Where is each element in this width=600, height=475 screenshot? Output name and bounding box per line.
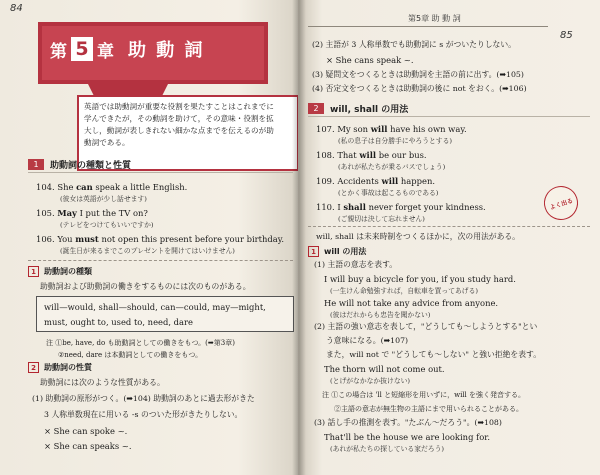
example-sentence: That'll be the house we are looking for. — [324, 432, 490, 442]
example-sentence: 109. Accidents will happen. — [316, 176, 436, 186]
section-heading — [308, 102, 408, 115]
example-sentence: 108. That will be our bus. — [316, 150, 427, 160]
example-gloss: (彼はだれからも忠告を聞かない) — [330, 311, 431, 319]
note-line: 注 ①be, have, do も助動詞としての働きをもつ。(➡第3章) — [46, 339, 235, 347]
wrong-example: × She can speaks ~. — [44, 441, 132, 451]
example-gloss: (とげがなかなか抜けない) — [330, 377, 411, 385]
example-sentence: 105. May I put the TV on? — [36, 208, 148, 218]
wrong-example: × She cans speak ~. — [326, 55, 414, 65]
body-text: (1) 主語の意志を表す。 — [314, 260, 398, 269]
right-page — [298, 0, 600, 475]
dashed-divider — [308, 226, 590, 227]
body-text: (3) 話し手の推測を表す。"たぶん～だろう"。(➡108) — [314, 418, 502, 427]
subsection-title: 助動詞の種類 — [44, 266, 92, 276]
intro-line: 大し，動詞が表しきれない細かな点までを伝えるのが助 — [84, 126, 274, 135]
frequent-stamp — [540, 182, 583, 225]
example-gloss: (私の息子は自分勝手にやろうとする) — [338, 137, 453, 145]
body-text: 3 人称単数現在に用いる -s のついた形がきたりしない。 — [44, 410, 243, 419]
section-number: 2 — [308, 103, 324, 114]
auxiliary-list-box — [36, 296, 294, 332]
body-text: (1) 助動詞の原形がつく。(➡104) 助動詞のあとに過去形がきた — [32, 394, 255, 403]
body-text: う意味になる。(➡107) — [326, 336, 409, 345]
example-gloss: (誕生日が来るまでこのプレゼントを開けてはいけません) — [60, 247, 235, 255]
chapter-label: 第 — [50, 41, 67, 62]
intro-line: 動詞である。 — [84, 138, 130, 147]
body-text: (2) 主語が 3 人称単数でも助動詞に s がついたりしない。 — [312, 40, 516, 49]
running-header: 第5章 助 動 詞 — [408, 14, 461, 23]
page-number: 84 — [10, 3, 23, 14]
body-text: また，will not で "どうしても～しない" と強い拒絶を表す。 — [326, 350, 541, 359]
subsection-heading — [28, 266, 92, 277]
example-sentence: 106. You must not open this present before your birthday. — [36, 234, 285, 244]
example-sentence: 110. I shall never forget your kindness. — [316, 202, 486, 212]
left-page — [0, 0, 298, 475]
example-sentence: The thorn will not come out. — [324, 364, 445, 374]
body-text: (2) 主語の強い意志を表して，"どうしても～しようとする"とい — [314, 322, 538, 331]
example-sentence: I will buy a bicycle for you, if you study hard. — [324, 274, 516, 284]
subsection-heading — [28, 362, 92, 373]
box-line: must, ought to, used to, need, dare — [44, 317, 193, 327]
note-line: ②need, dare は本動詞としての働きをもつ。 — [58, 351, 203, 359]
section-title: will, shall の用法 — [330, 105, 409, 115]
example-gloss: (あれが私たちの探している家だろう) — [330, 445, 445, 453]
divider — [308, 116, 590, 117]
header-rule — [308, 26, 548, 27]
page-number: 85 — [560, 30, 573, 41]
section-title: 助動詞の種類と性質 — [50, 161, 132, 171]
example-sentence: 104. She can speak a little English. — [36, 182, 188, 192]
example-sentence: He will not take any advice from anyone. — [324, 298, 499, 308]
body-text: 助動詞および助動詞の働きをするものには次のものがある。 — [40, 282, 251, 291]
note-line: ②主語の意志が無生物の主語にまで用いられることがある。 — [334, 405, 523, 413]
subsection-title: will の用法 — [324, 246, 367, 256]
example-gloss: (彼女は英語が少し話せます) — [60, 195, 147, 203]
chapter-number: 5 — [71, 37, 93, 61]
subsection-number: 2 — [28, 362, 39, 373]
chapter-intro — [84, 101, 294, 149]
section-heading — [28, 158, 131, 171]
dashed-divider — [28, 260, 293, 261]
example-gloss: (テレビをつけてもいいですか) — [60, 221, 154, 229]
divider — [28, 172, 293, 173]
chapter-unit: 章 — [97, 41, 114, 62]
chapter-heading — [50, 36, 205, 62]
subsection-number: 1 — [28, 266, 39, 277]
example-gloss: (とかく事故は起こるものである) — [338, 189, 439, 197]
body-text: (4) 否定文をつくるときは助動詞の後に not をおく。(➡106) — [312, 84, 527, 93]
note-line: 注 ①この場合は 'll と短縮形を用いずに，will を強く発音する。 — [322, 391, 526, 399]
example-gloss: (あれが私たちが乗るバスでしょう) — [338, 163, 446, 171]
subsection-number: 1 — [308, 246, 319, 257]
body-text: (3) 疑問文をつくるときは助動詞を主語の前に出す。(➡105) — [312, 70, 524, 79]
example-sentence: 107. My son will have his own way. — [316, 124, 467, 134]
intro-line: 英語では助動詞が重要な役割を果たすことはこれまでに — [84, 102, 274, 111]
intro-line: 学んできたが，その動詞を助けて，その意味・役割を拡 — [84, 114, 274, 123]
subsection-heading — [308, 246, 366, 257]
body-text: 助動詞には次のような性質がある。 — [40, 378, 165, 387]
example-gloss: (一生けん命勉強すれば，自転車を買ってあげる) — [330, 287, 479, 295]
box-line: will—would, shall—should, can—could, may—might, — [44, 302, 266, 312]
section-number: 1 — [28, 159, 44, 170]
chapter-title: 助 動 詞 — [128, 40, 205, 61]
stamp-label: よく出る — [548, 196, 574, 211]
wrong-example: × She can spoke ~. — [44, 426, 128, 436]
book-gutter — [292, 0, 306, 475]
example-gloss: (ご親切は決して忘れません) — [338, 215, 425, 223]
body-text: will, shall は未来時制をつくるほかに，次の用法がある。 — [316, 232, 520, 241]
subsection-title: 助動詞の性質 — [44, 362, 92, 372]
